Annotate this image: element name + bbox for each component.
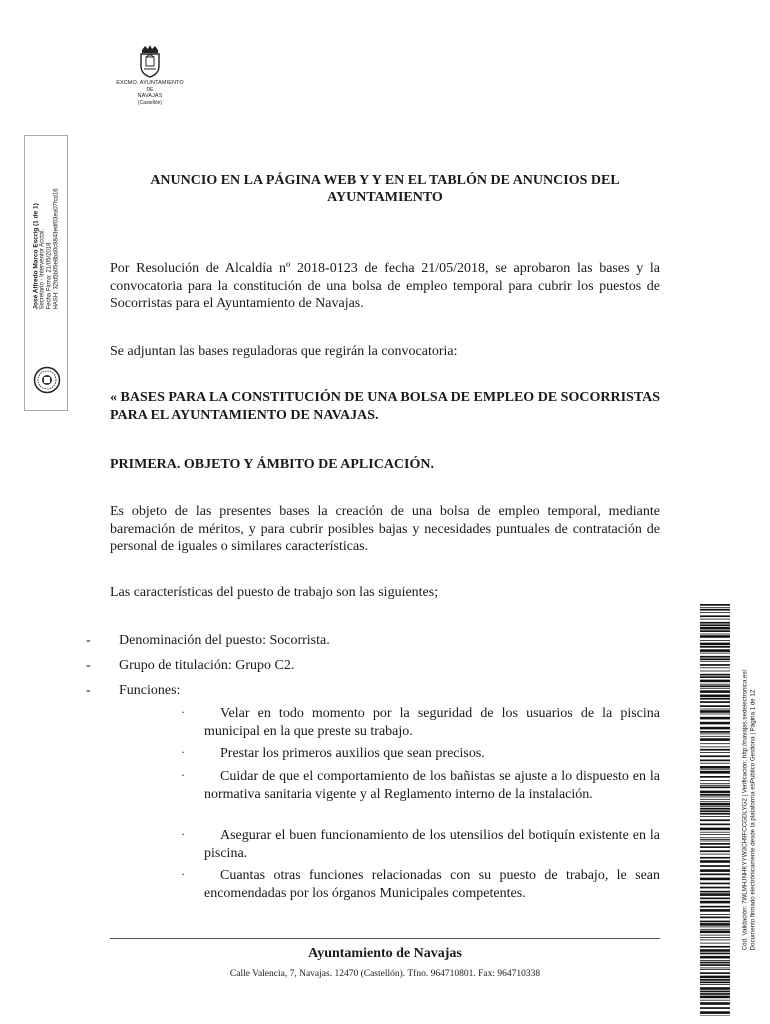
sub-list-item: Asegurar el buen funcionamiento de los utensilios del botiquín existente en la piscina. bbox=[204, 828, 660, 861]
signature-strip bbox=[24, 135, 68, 411]
footer-title: Ayuntamiento de Navajas bbox=[308, 946, 462, 961]
attachment-paragraph: Se adjuntan las bases reguladoras que regirán la convocatoria: bbox=[110, 344, 458, 359]
footer-address: Calle Valencia, 7, Navajas. 12470 (Castellón). Tfno. 964710801. Fax: 964710338 bbox=[229, 969, 541, 979]
characteristics-intro: Las características del puesto de trabajo son las siguientes; bbox=[110, 585, 439, 600]
official-seal-icon bbox=[33, 366, 61, 394]
logo-line3: NAVAJAS bbox=[137, 93, 163, 99]
sub-bullet: · bbox=[181, 745, 185, 759]
logo-line1: EXCMO. AYUNTAMIENTO bbox=[116, 80, 184, 86]
municipal-logo bbox=[108, 44, 192, 106]
footer-divider bbox=[110, 938, 660, 939]
sub-list-item: Cuantas otras funciones relacionadas con su puesto de trabajo, le sean encomendadas por los órganos Municipales competentes. bbox=[204, 868, 660, 901]
signature-hash: HASH: 32fd5b05e8bd0c8843edf03ea07fcd16 bbox=[54, 188, 61, 310]
signature-date: Fecha Firma: 21/05/2018 bbox=[47, 242, 54, 310]
list-item: Grupo de titulación: Grupo C2. bbox=[119, 658, 295, 673]
logo-line2: DE bbox=[146, 87, 154, 93]
barcode-icon bbox=[700, 604, 730, 1016]
list-item: Funciones: bbox=[119, 683, 181, 698]
sub-list-item: Prestar los primeros auxilios que sean precisos. bbox=[220, 746, 485, 761]
purpose-paragraph: Es objeto de las presentes bases la creación de una bolsa de empleo temporal, mediante baremación de méritos, y para cubrir posibles bajas y necesidades puntuales de contratación de personal de iguales o similares características. bbox=[110, 504, 660, 554]
verification-code: Cód. Validación: 7WLMHJNHKYYW3CH9FCCGDLYG2 | Verificación: http://navajas.sedelectronica.es/ bbox=[741, 669, 748, 951]
section-heading: PRIMERA. OBJETO Y ÁMBITO DE APLICACIÓN. bbox=[110, 457, 434, 472]
resolution-paragraph: Por Resolución de Alcaldía nº 2018-0123 de fecha 21/05/2018, se aprobaron las bases y la convocatoria para la constitución de una bolsa de empleo temporal para cubrir los puestos de Socorristas para el Ayuntamiento de Navajas. bbox=[110, 261, 660, 311]
bullet-dash: - bbox=[86, 658, 91, 673]
logo-line4: (Castellón) bbox=[137, 100, 163, 106]
signer-name: José Alfredo Marco Escrig (1 de 1) bbox=[33, 203, 41, 310]
sub-list-item: Velar en todo momento por la seguridad de los usuarios de la piscina municipal en la que preste su trabajo. bbox=[204, 706, 660, 739]
signer-role: Secretario - Interventor Acctal. bbox=[40, 228, 47, 310]
list-item: Denominación del puesto: Socorrista. bbox=[119, 633, 330, 648]
sub-list-item: Cuidar de que el comportamiento de los bañistas se ajuste a lo dispuesto en la normativa sanitaria vigente y al Reglamento interno de la instalación. bbox=[204, 769, 660, 802]
sub-bullet: · bbox=[181, 827, 185, 841]
verification-strip bbox=[734, 604, 764, 1016]
bullet-dash: - bbox=[86, 683, 91, 698]
sub-bullet: · bbox=[181, 705, 185, 719]
bullet-dash: - bbox=[86, 633, 91, 648]
signature-text bbox=[33, 188, 61, 309]
sub-bullet: · bbox=[181, 768, 185, 782]
verification-platform: Documento firmado electrónicamente desde la plataforma esPublico Gestiona | Página 1 de 12 bbox=[749, 689, 756, 951]
sub-bullet: · bbox=[181, 867, 185, 881]
document-title: ANUNCIO EN LA PÁGINA WEB Y Y EN EL TABLÓN DE ANUNCIOS DEL AYUNTAMIENTO bbox=[150, 173, 620, 205]
coat-of-arms-icon bbox=[138, 44, 162, 78]
bases-heading: « BASES PARA LA CONSTITUCIÓN DE UNA BOLSA DE EMPLEO DE SOCORRISTAS PARA EL AYUNTAMIENTO DE NAVAJAS. bbox=[110, 390, 660, 423]
